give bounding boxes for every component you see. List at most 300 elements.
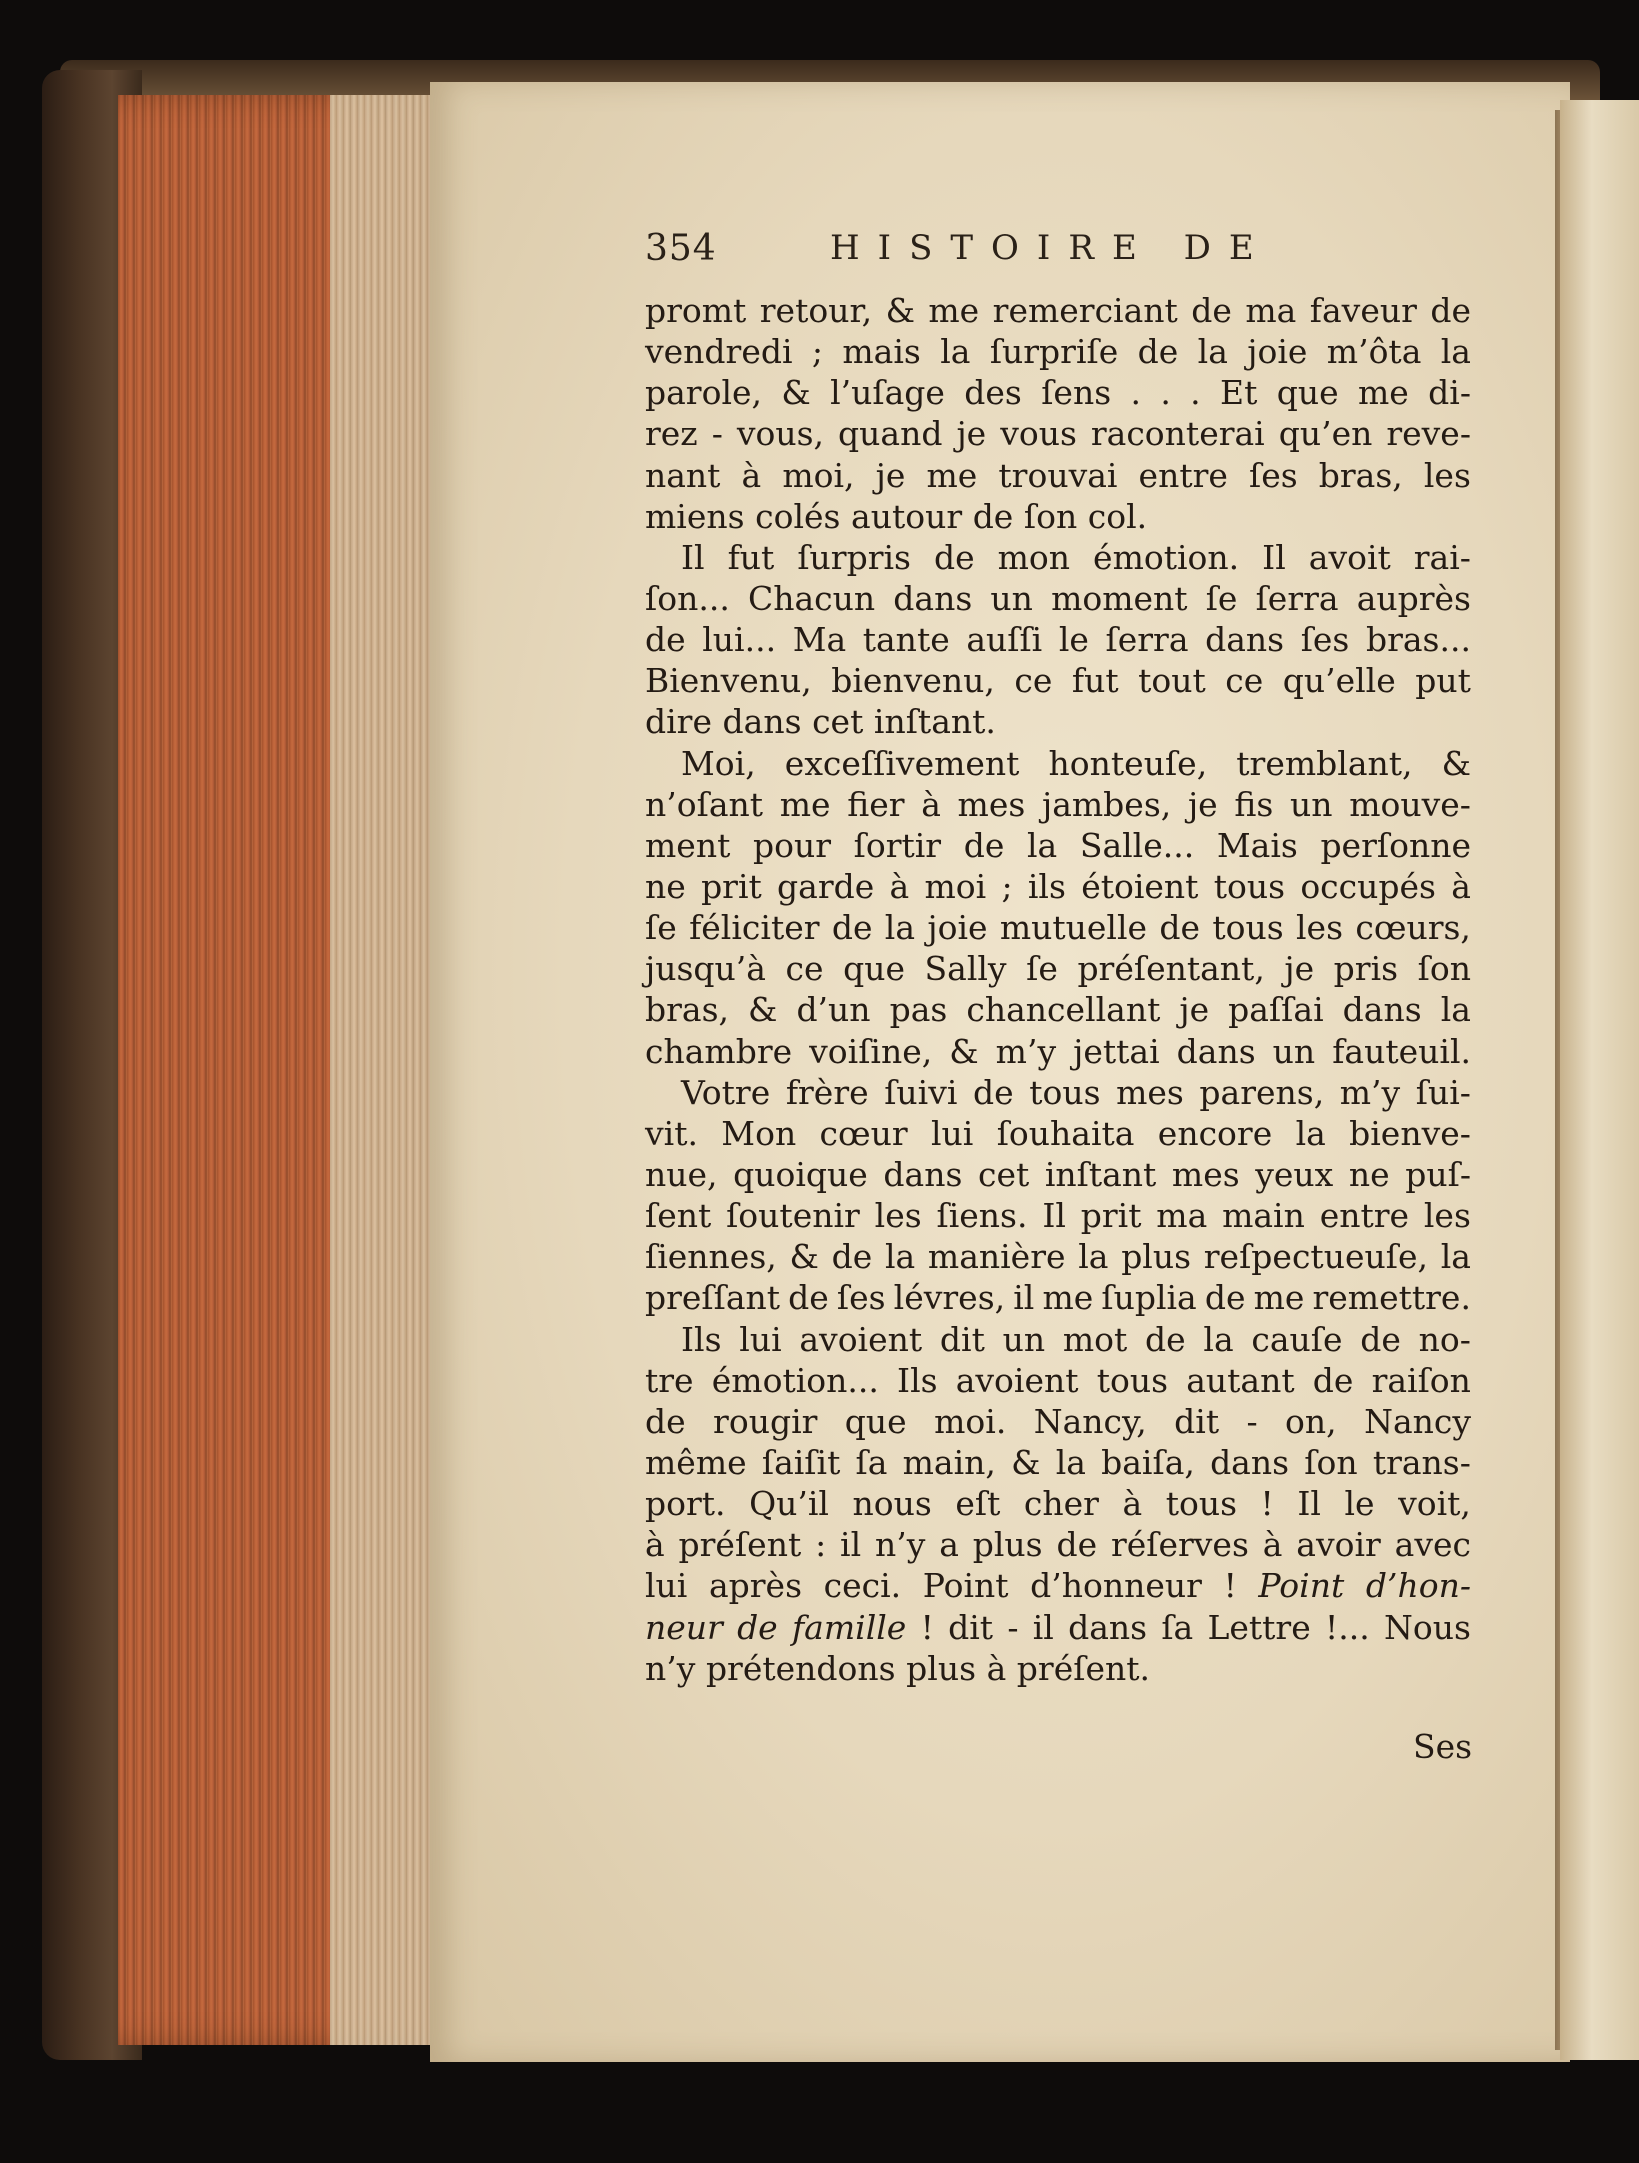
- text-line: [645, 1401, 1471, 1442]
- word: frère: [785, 1072, 869, 1112]
- word: ſe: [1205, 578, 1238, 618]
- word: ma: [1156, 1196, 1208, 1236]
- word: promt: [645, 291, 747, 330]
- word: à: [1262, 1525, 1283, 1565]
- word: cœur: [819, 1113, 908, 1153]
- word: de: [1191, 291, 1232, 330]
- word: avoir: [1296, 1525, 1381, 1565]
- word: la: [1026, 825, 1058, 865]
- word: jettai: [1073, 1031, 1160, 1071]
- word: faveur: [1309, 291, 1417, 330]
- word: ſurpriſe: [989, 332, 1119, 372]
- word: autour: [851, 496, 963, 536]
- word: !: [1260, 1484, 1274, 1524]
- word: nous: [852, 1484, 932, 1524]
- word: Mais: [1216, 825, 1298, 865]
- word: la: [884, 1237, 916, 1277]
- word: ſa: [1161, 1607, 1194, 1647]
- word: de: [963, 825, 1005, 865]
- word: ſuplia: [1101, 1278, 1197, 1318]
- word: jambes,: [1041, 784, 1172, 824]
- word: plus: [1121, 1237, 1192, 1277]
- word: main: [1222, 1196, 1305, 1236]
- word: ce: [1014, 661, 1053, 701]
- word: de: [788, 1278, 829, 1318]
- word: ſaiſit: [761, 1442, 841, 1482]
- word: dit: [948, 1607, 994, 1647]
- page-header: [645, 228, 1475, 278]
- word: yeux: [1255, 1154, 1334, 1194]
- word: mais: [842, 332, 921, 372]
- word: .: [1130, 373, 1141, 413]
- word: de: [972, 1072, 1014, 1112]
- word: Nous: [1383, 1607, 1471, 1647]
- text-line: [645, 537, 1471, 578]
- running-head: HISTOIRE DE: [830, 228, 1272, 268]
- text-line: [645, 1524, 1471, 1565]
- word: préſent.: [1016, 1648, 1150, 1688]
- word: ſes: [1300, 620, 1350, 660]
- catchword: Ses: [1413, 1727, 1473, 1766]
- page-number: 354: [645, 228, 717, 269]
- word: de: [1430, 291, 1471, 330]
- word: les: [1423, 1196, 1471, 1236]
- word: honteuſe,: [1048, 743, 1208, 783]
- word: la: [1440, 990, 1471, 1030]
- word: &: [748, 990, 778, 1030]
- word: joie: [1247, 332, 1308, 372]
- word: tous: [1165, 1484, 1238, 1524]
- word: lévres,: [893, 1278, 1006, 1318]
- word: !...: [1325, 1607, 1370, 1647]
- text-line: [645, 1195, 1471, 1236]
- word: des: [964, 373, 1022, 413]
- word: l’uſage: [830, 373, 945, 413]
- word: après: [708, 1566, 803, 1606]
- word: je: [875, 455, 906, 495]
- text-line: [645, 1072, 1471, 1113]
- word: &: [1011, 1442, 1041, 1482]
- word: Qu’il: [749, 1484, 829, 1524]
- word: à: [741, 455, 762, 495]
- word: Point: [922, 1566, 1009, 1606]
- word: mot: [1062, 1319, 1128, 1359]
- word: dans: [1342, 990, 1422, 1030]
- word: ce: [785, 949, 824, 989]
- word: trouvai: [998, 455, 1118, 495]
- word: mes: [1171, 1154, 1240, 1194]
- word: parole,: [645, 373, 763, 413]
- word: ce: [1225, 661, 1264, 701]
- word: la: [1440, 1237, 1471, 1277]
- word: me: [926, 455, 978, 495]
- word: tous: [1029, 1072, 1101, 1112]
- word: bras...: [1365, 620, 1471, 660]
- word: émotion...: [711, 1360, 879, 1400]
- word: préſentant,: [1077, 949, 1265, 989]
- word: je: [1187, 784, 1218, 824]
- word: Bienvenu,: [645, 661, 812, 701]
- word: pour: [752, 825, 831, 865]
- word: nant: [645, 455, 721, 495]
- text-line: [645, 578, 1471, 619]
- word: baiſa,: [1101, 1442, 1195, 1482]
- word: dans: [1205, 620, 1285, 660]
- word: ma: [1245, 291, 1297, 330]
- word: preſſant: [645, 1278, 781, 1318]
- text-line: [645, 1565, 1471, 1606]
- word: &: [885, 291, 915, 330]
- word: dans: [1210, 1442, 1290, 1482]
- word: ſon: [1417, 949, 1471, 989]
- word: de: [1204, 1278, 1246, 1318]
- word: colés: [755, 496, 841, 536]
- word: me: [1253, 1278, 1305, 1318]
- word: me: [1357, 373, 1409, 413]
- word: ſouhaita: [996, 1113, 1135, 1153]
- word: n’oſant: [645, 784, 764, 824]
- text-line: [645, 1360, 1471, 1401]
- word: que: [843, 949, 905, 989]
- word: eſt: [955, 1484, 1001, 1524]
- word: -: [1007, 1607, 1019, 1647]
- word: entre: [1319, 1196, 1410, 1236]
- word: fut: [727, 537, 775, 577]
- word: ſerra: [1105, 620, 1189, 660]
- word: me: [1042, 1278, 1094, 1318]
- word: tous: [1096, 1360, 1169, 1400]
- word: cœurs,: [1355, 908, 1471, 948]
- word: vous,: [736, 414, 825, 454]
- word: neur: [645, 1607, 723, 1647]
- word: Et: [1220, 373, 1258, 413]
- word: tremblant,: [1236, 743, 1413, 783]
- word: m’ôta: [1326, 332, 1422, 372]
- word: rez: [645, 414, 698, 454]
- word: Salle...: [1079, 825, 1195, 865]
- word: &: [1441, 743, 1471, 783]
- word: il: [1013, 1278, 1035, 1318]
- word: Il: [1297, 1484, 1321, 1524]
- word: n’y: [874, 1525, 926, 1565]
- word: à: [1122, 1484, 1143, 1524]
- word: étoient: [1081, 866, 1199, 906]
- word: il: [1032, 1607, 1054, 1647]
- word: inſtant.: [873, 702, 996, 742]
- text-line: [645, 948, 1471, 989]
- word: autant: [1186, 1360, 1295, 1400]
- word: ſon: [1304, 1442, 1358, 1482]
- word: bras,: [1318, 455, 1403, 495]
- word: un: [990, 578, 1033, 618]
- word: ſurpris: [797, 537, 911, 577]
- text-line: [645, 1236, 1471, 1277]
- text-line: [645, 907, 1471, 948]
- word: dans: [883, 1154, 963, 1194]
- word: chancellant: [966, 990, 1161, 1030]
- word: la: [1197, 332, 1228, 372]
- word: fis: [1234, 784, 1274, 824]
- word: même: [645, 1442, 747, 1482]
- word: avoient: [955, 1360, 1079, 1400]
- word: cet: [977, 1154, 1030, 1194]
- word: à: [1451, 866, 1471, 906]
- word: ſiens.: [936, 1196, 1028, 1236]
- word: je: [1284, 949, 1315, 989]
- word: Sally: [924, 949, 1007, 989]
- word: moment: [1051, 578, 1188, 618]
- word: tout: [1138, 661, 1206, 701]
- word: ſa: [855, 1442, 888, 1482]
- word: ne: [1348, 1154, 1390, 1194]
- word: de: [645, 620, 686, 660]
- word: Chacun: [747, 578, 876, 618]
- text-line: [645, 1031, 1471, 1072]
- word: ne: [645, 866, 686, 906]
- text-line: [645, 372, 1471, 413]
- word: moi: [924, 866, 987, 906]
- word: la: [1055, 1442, 1086, 1482]
- word: réſerves: [1110, 1525, 1249, 1565]
- word: trans-: [1372, 1442, 1471, 1482]
- word: !: [920, 1607, 934, 1647]
- word: fauteuil.: [1332, 1031, 1471, 1071]
- word: un: [1272, 1031, 1316, 1071]
- word: tous: [1213, 866, 1286, 906]
- word: encore: [1157, 1113, 1273, 1153]
- word: Votre: [681, 1072, 771, 1112]
- word: bras,: [645, 990, 729, 1030]
- text-line: [645, 1319, 1471, 1360]
- word: Mon: [721, 1113, 797, 1153]
- word: de: [645, 1401, 686, 1441]
- word: mon: [997, 537, 1071, 577]
- word: plus: [906, 1648, 977, 1688]
- word: un: [1002, 1319, 1046, 1359]
- word: reve-: [1386, 414, 1471, 454]
- text-line: [645, 866, 1471, 907]
- word: quoique: [733, 1154, 868, 1194]
- facing-page-sliver: [1560, 100, 1639, 2060]
- text-line: [645, 455, 1471, 496]
- word: remerciant: [992, 291, 1178, 330]
- word: ſon...: [645, 578, 730, 618]
- text-line: [645, 619, 1471, 660]
- word: tante: [862, 620, 950, 660]
- word: Il: [1042, 1196, 1066, 1236]
- word: ſoutenir: [726, 1196, 860, 1236]
- word: Ils: [897, 1360, 938, 1400]
- word: chambre: [645, 1031, 793, 1071]
- word: ſiennes,: [645, 1237, 777, 1277]
- word: à: [645, 1525, 665, 1565]
- word: puſ-: [1405, 1154, 1471, 1194]
- word: Il: [681, 537, 705, 577]
- word: occupés: [1300, 866, 1436, 906]
- word: la: [1203, 1319, 1234, 1359]
- word: la: [1078, 1237, 1109, 1277]
- word: prit: [1080, 1196, 1142, 1236]
- word: les: [874, 1196, 922, 1236]
- word: dans: [893, 578, 973, 618]
- word: avoient: [799, 1319, 923, 1359]
- word: le: [1344, 1484, 1375, 1524]
- word: ſui-: [1415, 1072, 1471, 1112]
- word: lui: [645, 1566, 688, 1606]
- word: vendredi: [645, 332, 793, 372]
- word: Lettre: [1207, 1607, 1311, 1647]
- word: que: [844, 1401, 907, 1441]
- word: quand: [838, 414, 943, 454]
- word: Il: [1262, 537, 1286, 577]
- word: remettre.: [1312, 1278, 1471, 1318]
- word: di-: [1428, 373, 1471, 413]
- word: de: [972, 496, 1014, 536]
- word: ;: [1001, 866, 1013, 906]
- word: de: [1137, 332, 1179, 372]
- word: prétendons: [705, 1648, 896, 1688]
- word: inſtant: [1044, 1154, 1157, 1194]
- word: féliciter: [689, 908, 820, 948]
- word: pas: [889, 990, 948, 1030]
- word: mes: [1116, 1072, 1184, 1112]
- word: a: [939, 1525, 959, 1565]
- word: .: [1190, 373, 1201, 413]
- word: la: [884, 908, 916, 948]
- word: lui: [931, 1113, 974, 1153]
- word: émotion.: [1093, 537, 1240, 577]
- word: prit: [701, 866, 762, 906]
- text-line: [645, 784, 1471, 825]
- word: que: [1276, 373, 1339, 413]
- word: je: [1179, 990, 1210, 1030]
- word: entre: [1138, 455, 1228, 495]
- word: mutuelle: [999, 908, 1148, 948]
- word: ſerra: [1255, 578, 1339, 618]
- word: perſonne: [1320, 825, 1471, 865]
- word: m’y: [995, 1031, 1057, 1071]
- word: avoit: [1308, 537, 1391, 577]
- word: exceſſivement: [784, 743, 1020, 783]
- word: ment: [645, 825, 731, 865]
- word: la: [940, 332, 971, 372]
- word: put: [1415, 661, 1471, 701]
- word: manière: [927, 1237, 1066, 1277]
- word: d’honneur: [1030, 1566, 1202, 1606]
- word: ſe: [1026, 949, 1058, 989]
- word: de: [933, 537, 975, 577]
- word: no-: [1418, 1319, 1471, 1359]
- word: ſes: [1249, 455, 1298, 495]
- word: n’y: [645, 1648, 696, 1688]
- word: ſon: [1023, 496, 1078, 536]
- word: ſens: [1041, 373, 1112, 413]
- text-line: [645, 701, 1471, 742]
- text-line: [645, 825, 1471, 866]
- word: vit.: [645, 1113, 698, 1153]
- word: garde: [777, 866, 875, 906]
- word: &: [789, 1237, 819, 1277]
- text-line: [645, 496, 1471, 537]
- word: je: [956, 414, 987, 454]
- word: de: [737, 1607, 778, 1647]
- word: dire: [645, 702, 712, 742]
- word: m’y: [1339, 1072, 1401, 1112]
- word: de: [1145, 1319, 1186, 1359]
- page-body-text: [645, 290, 1471, 1689]
- word: ceci.: [823, 1566, 902, 1606]
- word: ſe: [645, 908, 677, 948]
- word: avec: [1394, 1525, 1471, 1565]
- text-line: [645, 989, 1471, 1030]
- word: dit: [1174, 1401, 1220, 1441]
- word: tre: [645, 1360, 694, 1400]
- word: famille: [791, 1607, 907, 1647]
- word: cet: [812, 702, 864, 742]
- word: fier: [847, 784, 905, 824]
- word: Nancy,: [1033, 1401, 1147, 1441]
- word: un: [1290, 784, 1333, 824]
- word: &: [781, 373, 811, 413]
- word: moi,: [782, 455, 855, 495]
- word: retour,: [759, 291, 873, 330]
- text-line: [645, 1113, 1471, 1154]
- word: à: [986, 1648, 1007, 1688]
- word: cauſe: [1251, 1319, 1343, 1359]
- word: -: [1246, 1401, 1258, 1441]
- word: ſes: [836, 1278, 886, 1318]
- word: lui: [739, 1319, 782, 1359]
- word: plus: [972, 1525, 1043, 1565]
- word: miens: [645, 496, 745, 536]
- word: dans: [1176, 1031, 1256, 1071]
- word: main,: [902, 1442, 996, 1482]
- word: ;: [811, 332, 824, 372]
- word: &: [949, 1031, 979, 1071]
- word: :: [815, 1525, 827, 1565]
- text-line: [645, 1648, 1471, 1689]
- word: lui...: [702, 620, 777, 660]
- word: à: [889, 866, 910, 906]
- word: Ma: [792, 620, 847, 660]
- word: Moi,: [681, 743, 756, 783]
- word: d’hon-: [1365, 1566, 1471, 1606]
- word: Point: [1258, 1566, 1345, 1606]
- word: les: [1423, 455, 1471, 495]
- word: reſpectueuſe,: [1203, 1237, 1428, 1277]
- word: jusqu’à: [645, 949, 766, 989]
- word: de: [831, 908, 873, 948]
- word: de: [1360, 1319, 1401, 1359]
- text-line: [645, 290, 1471, 331]
- word: d’un: [796, 990, 871, 1030]
- text-line: [645, 1442, 1471, 1483]
- word: me: [779, 784, 831, 824]
- word: Nancy: [1364, 1401, 1471, 1441]
- word: col.: [1087, 496, 1148, 536]
- word: Ils: [681, 1319, 722, 1359]
- word: qu’elle: [1282, 661, 1396, 701]
- word: la: [1440, 332, 1471, 372]
- word: voiſine,: [809, 1031, 933, 1071]
- text-line: [645, 1277, 1471, 1318]
- word: mes: [957, 784, 1026, 824]
- word: le: [1058, 620, 1089, 660]
- word: ſent: [645, 1196, 712, 1236]
- word: rai-: [1413, 537, 1471, 577]
- word: de: [1056, 1525, 1098, 1565]
- word: voit,: [1398, 1484, 1471, 1524]
